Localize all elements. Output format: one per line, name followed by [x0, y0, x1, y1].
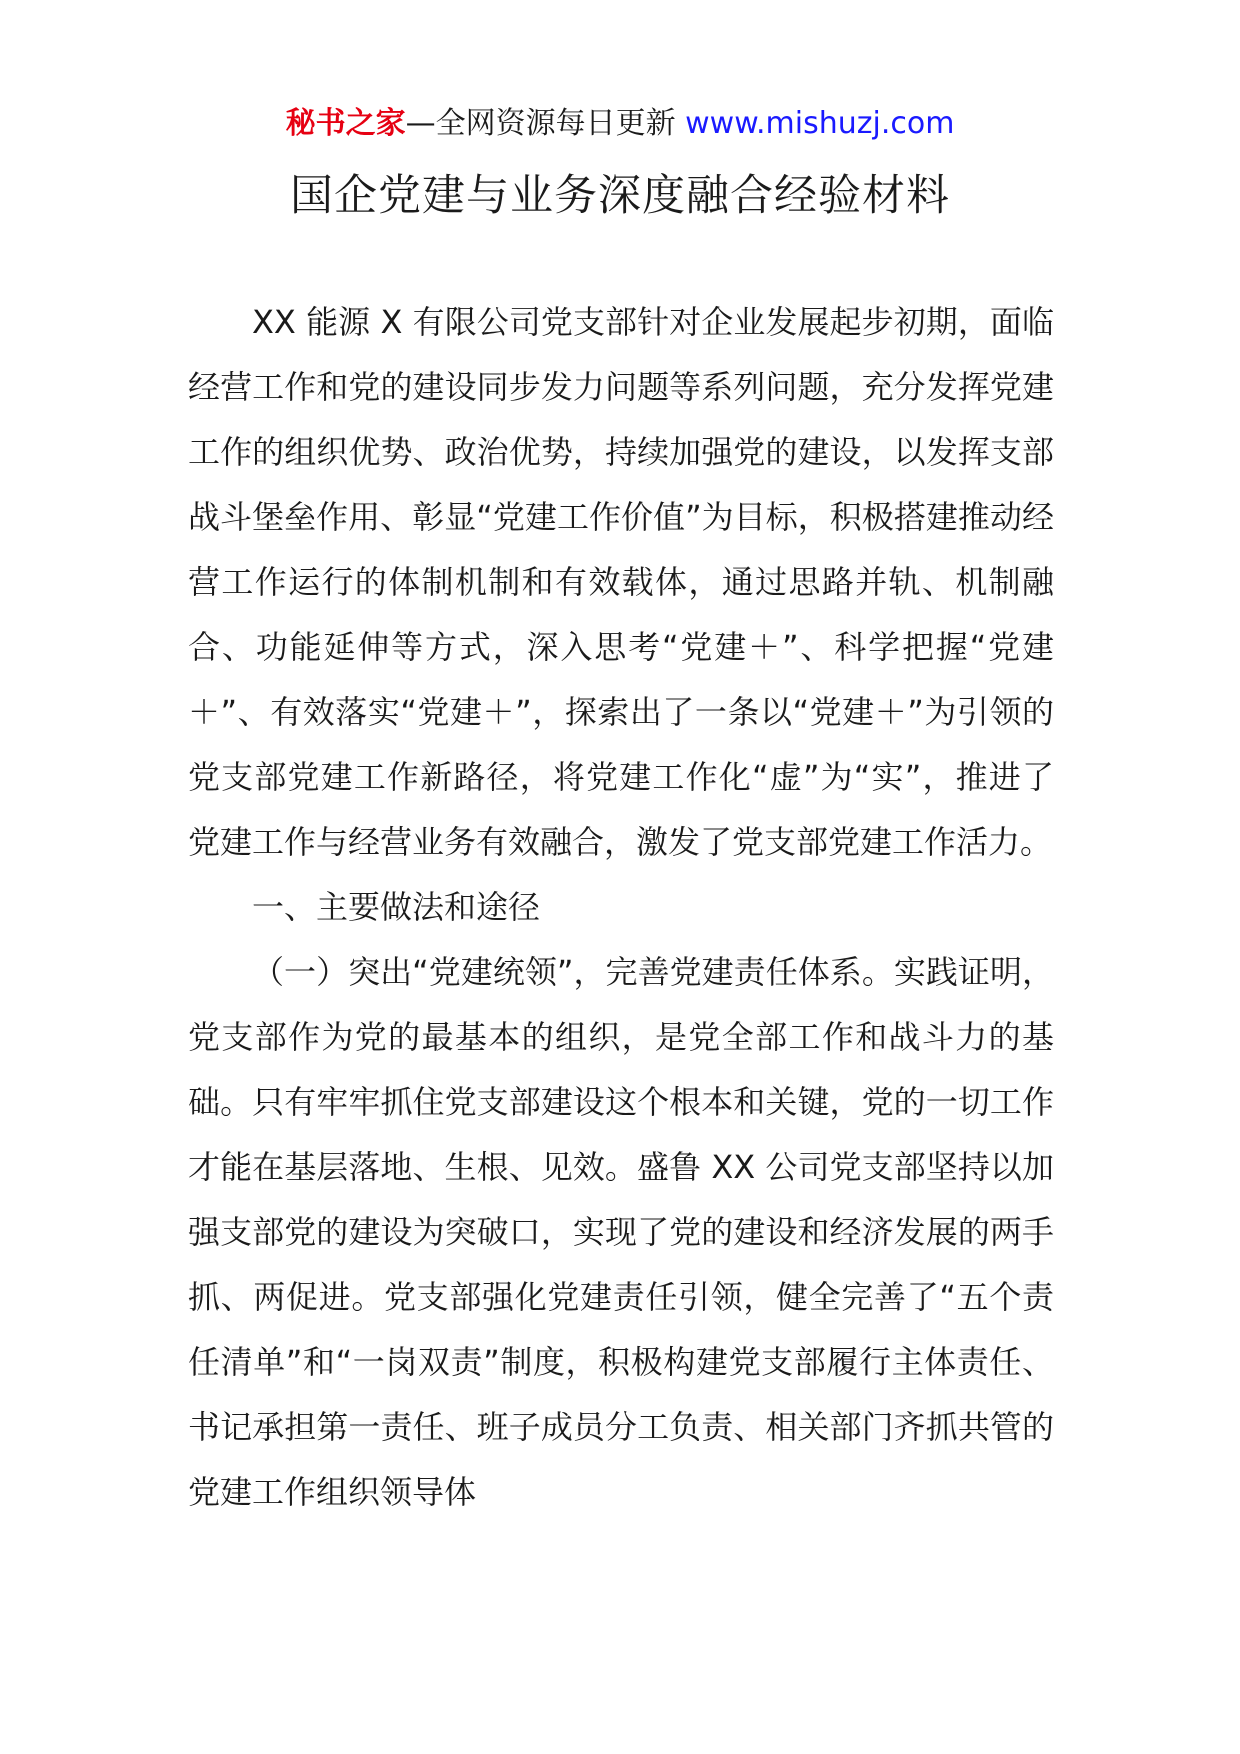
document-title: 国企党建与业务深度融合经验材料	[290, 171, 950, 221]
site-slogan: —全网资源每日更新	[405, 106, 686, 141]
site-name: 秘书之家	[285, 106, 406, 141]
site-url[interactable]: www.mishuzj.com	[685, 106, 955, 141]
subsection-paragraph: （一）突出“党建统领”，完善党建责任体系。实践证明，党支部作为党的最基本的组织，是党全部工作和战斗力的基础。只有牢牢抓住党支部建设这个根本和关键，党的一切工作才能在基层落地、生根、见效。盛鲁 XX 公司党支部坚持以加强支部党的建设为突破口，实现了党的建设和经济发展的两手抓、两促进。党支部强化党建责任引领，健全完善了“五个责任清单”和“一岗双责”制度，积极构建党支部履行主体责任、书记承担第一责任、班子成员分工负责、相关部门齐抓共管的党建工作组织领导体	[188, 953, 1054, 1511]
site-banner	[0, 102, 1240, 146]
intro-paragraph: XX 能源 X 有限公司党支部针对企业发展起步初期，面临经营工作和党的建设同步发力问题等系列问题，充分发挥党建工作的组织优势、政治优势，持续加强党的建设，以发挥支部战斗堡垒作用、彰显“党建工作价值”为目标，积极搭建推动经营工作运行的体制机制和有效载体，通过思路并轨、机制融合、功能延伸等方式，深入思考“党建＋”、科学把握“党建＋”、有效落实“党建＋”，探索出了一条以“党建＋”为引领的党支部党建工作新路径，将党建工作化“虚”为“实”，推进了党建工作与经营业务有效融合，激发了党支部党建工作活力。	[188, 303, 1054, 861]
section-heading: 一、主要做法和途径	[252, 888, 541, 926]
document-body	[188, 290, 1054, 1525]
